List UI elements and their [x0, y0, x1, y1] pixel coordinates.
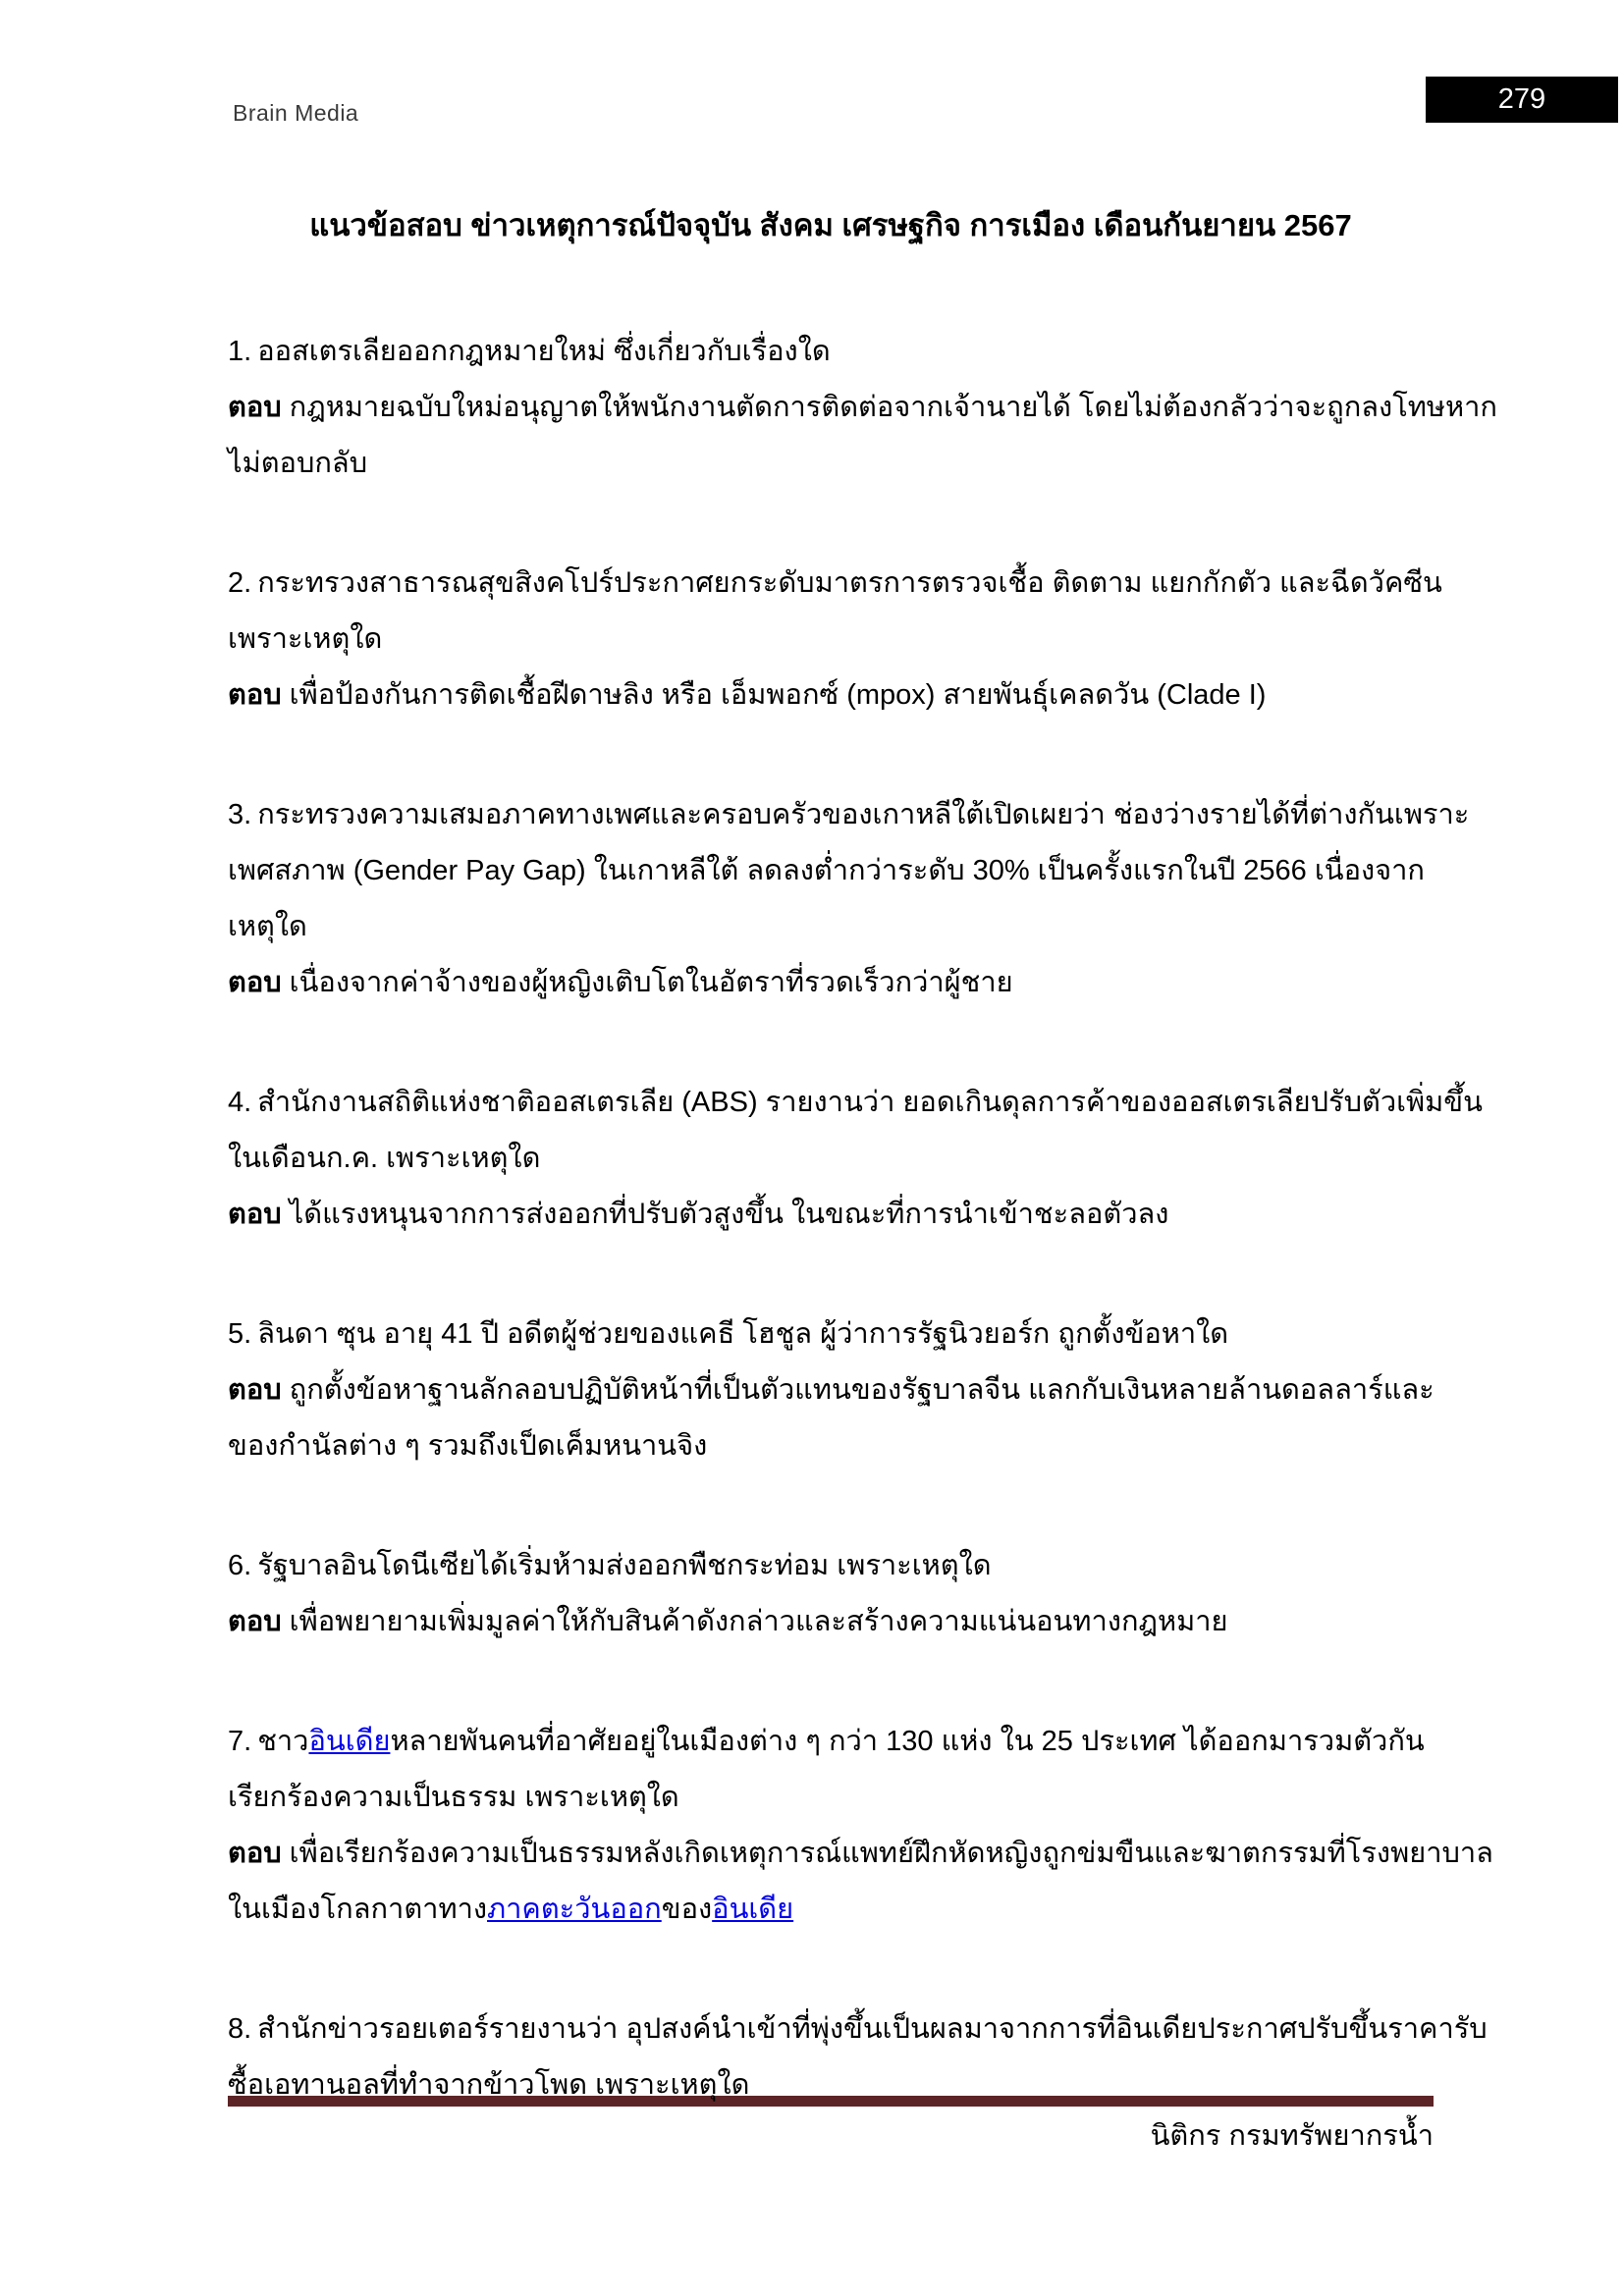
question-number: 6.: [228, 1550, 252, 1581]
text-run: กระทรวงความเสมอภาคทางเพศและครอบครัวของเกาหลีใต้เปิดเผยว่า ช่องว่างรายได้ที่ต่างกันเพราะ: [257, 799, 1470, 830]
text-run: สำนักข่าวรอยเตอร์รายงานว่า อุปสงค์นำเข้าที่พุ่งขึ้นเป็นผลมาจากการที่อินเดียประกาศปรับขึ้นราคารับ: [257, 2013, 1488, 2045]
text-run: ซื้อเอทานอลที่ทำจากข้าวโพด เพราะเหตุใด: [228, 2069, 750, 2101]
text-run: กฎหมายฉบับใหม่อนุญาตให้พนักงานตัดการติดต่อจากเจ้านายได้ โดยไม่ต้องกลัวว่าจะถูกลงโทษหาก: [289, 392, 1497, 423]
question-line: [228, 556, 1442, 612]
text-run: หลายพันคนที่อาศัยอยู่ในเมืองต่าง ๆ กว่า 130 แห่ง ใน 25 ประเทศ ได้ออกมารวมตัวกัน: [390, 1726, 1425, 1757]
text-run: เพื่อป้องกันการติดเชื้อฝีดาษลิง หรือ เอ็มพอกซ์ (mpox) สายพันธุ์เคลดวัน (Clade I): [289, 679, 1267, 711]
answer-label: ตอบ: [228, 1374, 282, 1406]
question-number: 4.: [228, 1087, 252, 1118]
answer-line: [228, 380, 1497, 436]
question-line: [228, 612, 1434, 667]
qa-item: [228, 787, 1470, 1011]
inline-link[interactable]: อินเดีย: [712, 1894, 794, 1925]
answer-label: ตอบ: [228, 967, 282, 998]
qa-item: [228, 556, 1442, 723]
question-line: [228, 1307, 1434, 1362]
brand-header: Brain Media: [233, 100, 359, 126]
document-title: แนวข้อสอบ ข่าวเหตุการณ์ปัจจุบัน สังคม เศรษฐกิจ การเมือง เดือนกันยายน 2567: [309, 208, 1352, 242]
text-run: ของกำนัลต่าง ๆ รวมถึงเป็ดเค็มหนานจิง: [228, 1430, 708, 1462]
question-number: 7.: [228, 1726, 252, 1757]
page-number-badge: 279: [1426, 77, 1618, 123]
question-line: [228, 1538, 1434, 1594]
question-line: [228, 1714, 1434, 1770]
text-run: เพศสภาพ (Gender Pay Gap) ในเกาหลีใต้ ลดลงต่ำกว่าระดับ 30% เป็นครั้งแรกในปี 2566 เนื่องจาก: [228, 855, 1425, 886]
text-run: ไม่ตอบกลับ: [228, 448, 368, 479]
answer-line: [228, 1187, 1434, 1243]
text-run: ในเดือนก.ค. เพราะเหตุใด: [228, 1143, 541, 1174]
qa-item: [228, 324, 1497, 492]
qa-item: [228, 1714, 1493, 1938]
text-run: สำนักงานสถิติแห่งชาติออสเตรเลีย (ABS) รายงานว่า ยอดเกินดุลการค้าของออสเตรเลียปรับตัวเพิ่มขึ้น: [257, 1087, 1483, 1118]
answer-label: ตอบ: [228, 1606, 282, 1637]
answer-line: [228, 1362, 1434, 1418]
question-number: 5.: [228, 1318, 252, 1350]
text-run: เหตุใด: [228, 911, 307, 942]
answer-line: [228, 667, 1434, 723]
question-line: [228, 2002, 1488, 2057]
answer-label: ตอบ: [228, 392, 282, 423]
text-run: ในเมืองโกลกาตาทาง: [228, 1894, 488, 1925]
question-number: 8.: [228, 2013, 252, 2045]
footer-credit: นิติกร กรมทรัพยากรน้ำ: [1150, 2120, 1434, 2152]
answer-line: [228, 1826, 1493, 1882]
text-run: เพื่อเรียกร้องความเป็นธรรมหลังเกิดเหตุการณ์แพทย์ฝึกหัดหญิงถูกข่มขืนและฆาตกรรมที่โรงพยาบาล: [289, 1838, 1493, 1869]
qa-item: [228, 1307, 1434, 1474]
inline-link[interactable]: ภาคตะวันออก: [487, 1894, 662, 1925]
qa-item: [228, 1538, 1434, 1650]
qa-list: [228, 324, 1497, 2113]
text-run: ได้แรงหนุนจากการส่งออกที่ปรับตัวสูงขึ้น ในขณะที่การนำเข้าชะลอตัวลง: [289, 1199, 1169, 1230]
qa-item: [228, 1075, 1483, 1243]
answer-label: ตอบ: [228, 1838, 282, 1869]
answer-line: [228, 955, 1434, 1011]
answer-label: ตอบ: [228, 1199, 282, 1230]
text-run: เรียกร้องความเป็นธรรม เพราะเหตุใด: [228, 1782, 679, 1813]
answer-line: [228, 1594, 1434, 1650]
answer-line: [228, 436, 1434, 492]
text-run: เพราะเหตุใด: [228, 623, 383, 655]
text-run: ถูกตั้งข้อหาฐานลักลอบปฏิบัติหน้าที่เป็นตัวแทนของรัฐบาลจีน แลกกับเงินหลายล้านดอลลาร์และ: [289, 1374, 1435, 1406]
text-run: ของ: [661, 1894, 713, 1925]
question-line: [228, 1075, 1483, 1131]
text-run: ลินดา ซุน อายุ 41 ปี อดีตผู้ช่วยของแคธี โฮชูล ผู้ว่าการรัฐนิวยอร์ก ถูกตั้งข้อหาใด: [257, 1318, 1229, 1350]
document-content: [228, 0, 1497, 2156]
question-line: [228, 843, 1434, 899]
question-number: 3.: [228, 799, 252, 830]
text-run: ออสเตรเลียออกกฎหมายใหม่ ซึ่งเกี่ยวกับเรื่องใด: [257, 336, 831, 367]
text-run: กระทรวงสาธารณสุขสิงคโปร์ประกาศยกระดับมาตรการตรวจเชื้อ ติดตาม แยกกักตัว และฉีดวัคซีน: [257, 567, 1442, 599]
question-line: [228, 899, 1434, 955]
question-number: 2.: [228, 567, 252, 599]
question-number: 1.: [228, 336, 252, 367]
inline-link[interactable]: อินเดีย: [308, 1726, 391, 1757]
question-line: [228, 1770, 1434, 1826]
answer-line: [228, 1418, 1434, 1474]
text-run: เนื่องจากค่าจ้างของผู้หญิงเติบโตในอัตราที่รวดเร็วกว่าผู้ชาย: [289, 967, 1013, 998]
question-line: [228, 787, 1470, 843]
text-run: ชาว: [257, 1726, 309, 1757]
text-run: เพื่อพยายามเพิ่มมูลค่าให้กับสินค้าดังกล่าวและสร้างความแน่นอนทางกฎหมาย: [289, 1606, 1228, 1637]
answer-line: [228, 1882, 1434, 1938]
question-line: [228, 1131, 1434, 1187]
question-line: [228, 324, 1434, 380]
answer-label: ตอบ: [228, 679, 282, 711]
text-run: รัฐบาลอินโดนีเซียได้เริ่มห้ามส่งออกพืชกระท่อม เพราะเหตุใด: [257, 1550, 992, 1581]
